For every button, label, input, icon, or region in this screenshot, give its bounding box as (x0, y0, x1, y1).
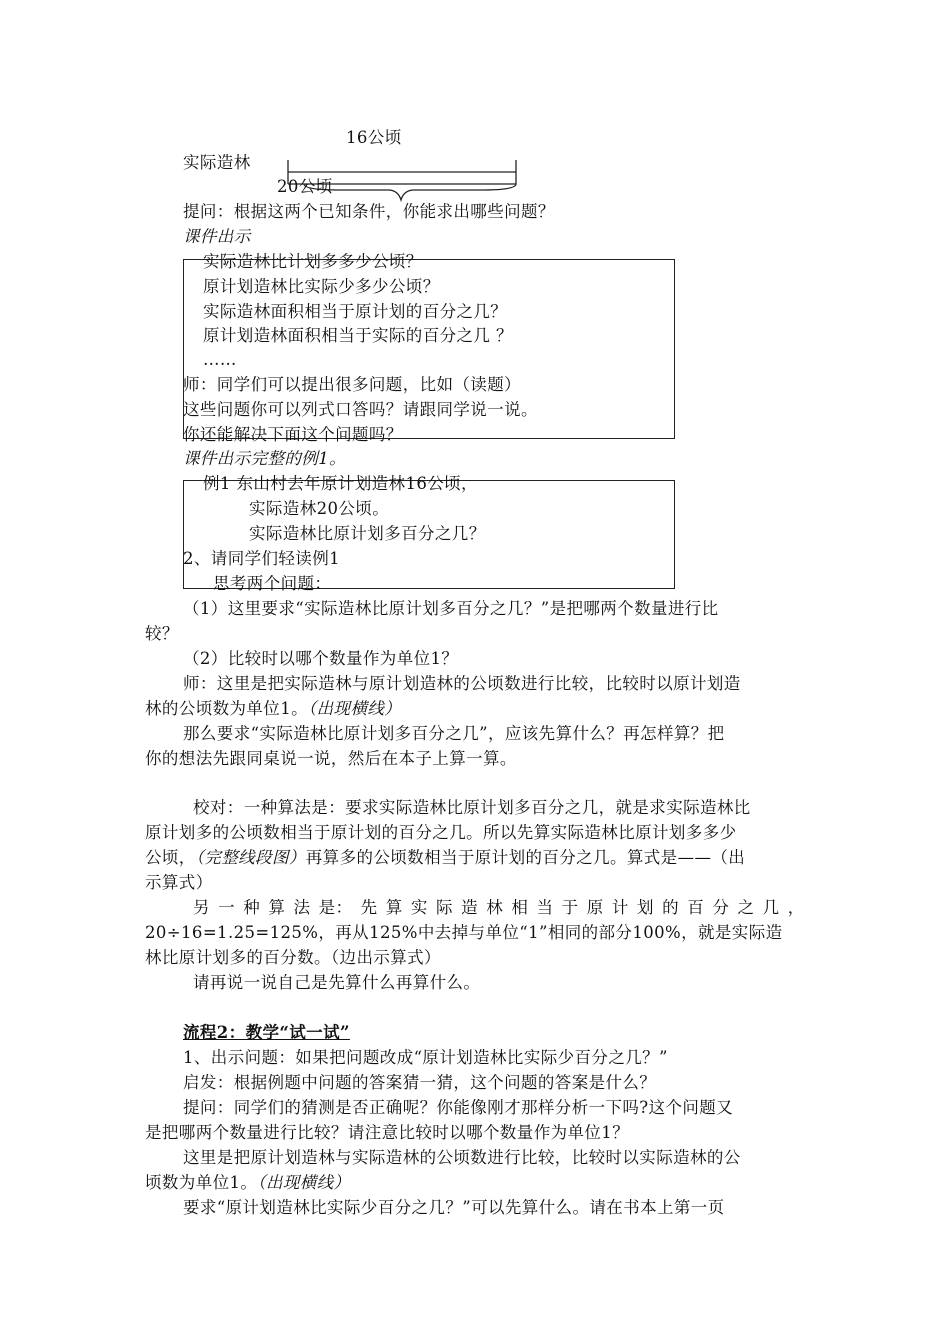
p6a-char: 另 (193, 898, 210, 917)
diagram-bottom-label: 20公顷 (277, 177, 333, 196)
courseware-note-2: 课件出示完整的例1。 (183, 449, 346, 468)
p6a-char: 算 (385, 898, 403, 917)
para-5b: 原计划多的公顷数相当于原计划的百分之几。所以先算实际造林比原计划多多少 (145, 823, 737, 842)
q-4a: 这里是把原计划造林与实际造林的公顷数进行比较，比较时以实际造林的公 (183, 1148, 741, 1167)
para-6c: 林比原计划多的百分数。（边出示算式） (145, 948, 441, 967)
p6a-char: 种 (243, 898, 261, 917)
para-6b: 20÷16=1.25=125%，再从125%中去掉与单位“1”相同的部分100%，就是实际造 (145, 923, 783, 942)
para-7: 请再说一说自己是先算什么再算什么。 (193, 973, 481, 992)
p6a-char: 算 (268, 898, 286, 917)
box1-item: 实际造林面积相当于原计划的百分之几？ (203, 302, 508, 321)
q-4b-italic: （出现横线） (257, 1173, 351, 1192)
para-3a: 师：这里是把实际造林与原计划造林的公顷数进行比较，比较时以原计划造 (183, 674, 741, 693)
p6a-char: 于 (561, 898, 579, 917)
p6a-char: 百 (687, 898, 705, 917)
para-3b-text: 林的公顷数为单位1。 (145, 699, 308, 718)
step-2: 2、请同学们轻读例1 (183, 549, 340, 568)
q-5: 要求“原计划造林比实际少百分之几？”可以先算什么。请在书本上第一页 (183, 1198, 725, 1217)
p6a-char: 的 (662, 898, 680, 917)
p6a-char: 一 (218, 898, 236, 917)
para-4a: 那么要求“实际造林比原计划多百分之几”，应该先算什么？再怎样算？把 (183, 724, 725, 743)
step-2-sub: 思考两个问题： (213, 574, 332, 593)
example-line-1: 例1 东山村去年原计划造林16公顷， (203, 474, 478, 493)
para-5c-italic: （完整线段图） (195, 848, 306, 867)
p6a-char: ， (787, 898, 805, 917)
diagram-top-label: 16公顷 (346, 128, 402, 147)
p6a-char: 际 (436, 898, 453, 917)
para-3b-italic: （出现横线） (308, 699, 402, 718)
q-1: 1、出示问题：如果把问题改成“原计划造林比实际少百分之几？” (183, 1048, 668, 1067)
p6a-char: 林 (486, 898, 504, 917)
question-prompt: 提问：根据这两个已知条件，你能求出哪些问题？ (183, 202, 555, 221)
p6a-char: 几 (762, 898, 780, 917)
p6a-char: 造 (461, 898, 479, 917)
teacher-line-1: 师：同学们可以提出很多问题，比如（读题） (183, 375, 521, 394)
teacher-line-3: 你还能解决下面这个问题吗？ (183, 425, 403, 444)
para-5c-text-1: 公顷， (145, 848, 196, 867)
box1-item: …… (203, 350, 237, 369)
p6a-char: 分 (712, 898, 730, 917)
p6a-char: 原 (586, 898, 604, 917)
para-3b (145, 697, 401, 721)
para-2: （2）比较时以哪个数量作为单位1？ (183, 649, 459, 668)
p6a-char: 是： (318, 898, 353, 917)
para-1a: （1）这里要求“实际造林比原计划多百分之几？”是把哪两个数量进行比 (183, 599, 719, 618)
para-5c-text-2: 再算多的公顷数相当于原计划的百分之几。算式是——（出 (305, 848, 746, 867)
para-1b: 较？ (145, 624, 179, 643)
p6a-char: 法 (293, 898, 311, 917)
para-6a (193, 896, 805, 920)
example-line-3: 实际造林比原计划多百分之几？ (249, 524, 486, 543)
p6a-char: 当 (536, 898, 554, 917)
p6a-char: 划 (637, 898, 654, 917)
para-5a: 校对：一种算法是：要求实际造林比原计划多百分之几，就是求实际造林比 (193, 798, 751, 817)
section-heading: 流程2：教学“试一试” (183, 1023, 350, 1042)
para-4b: 你的想法先跟同桌说一说，然后在本子上算一算。 (145, 749, 517, 768)
box1-item: 原计划造林比实际少多少公顷？ (203, 277, 440, 296)
p6a-char: 计 (611, 898, 629, 917)
p6a-char: 先 (360, 898, 378, 917)
q-3a: 提问：同学们的猜测是否正确呢？你能像刚才那样分析一下吗?这个问题又 (183, 1098, 734, 1117)
p6a-char: 之 (737, 898, 755, 917)
teacher-line-2: 这些问题你可以列式口答吗？请跟同学说一说。 (183, 400, 538, 419)
p6a-char: 实 (410, 898, 428, 917)
q-2: 启发：根据例题中问题的答案猜一猜，这个问题的答案是什么？ (183, 1073, 657, 1092)
q-3b: 是把哪两个数量进行比较？请注意比较时以哪个数量作为单位1？ (145, 1123, 630, 1142)
box1-item: 实际造林比计划多多少公顷？ (203, 252, 423, 271)
p6a-char: 相 (511, 898, 529, 917)
example-line-2: 实际造林20公顷。 (249, 499, 390, 518)
para-5d: 示算式） (145, 873, 213, 892)
q-4b-text: 顷数为单位1。 (145, 1173, 258, 1192)
para-5c (145, 846, 745, 870)
q-4b (145, 1171, 350, 1195)
courseware-note-1: 课件出示 (183, 227, 251, 246)
diagram-left-label: 实际造林 (183, 153, 251, 172)
box1-item: 原计划造林面积相当于实际的百分之几 ？ (203, 326, 513, 345)
